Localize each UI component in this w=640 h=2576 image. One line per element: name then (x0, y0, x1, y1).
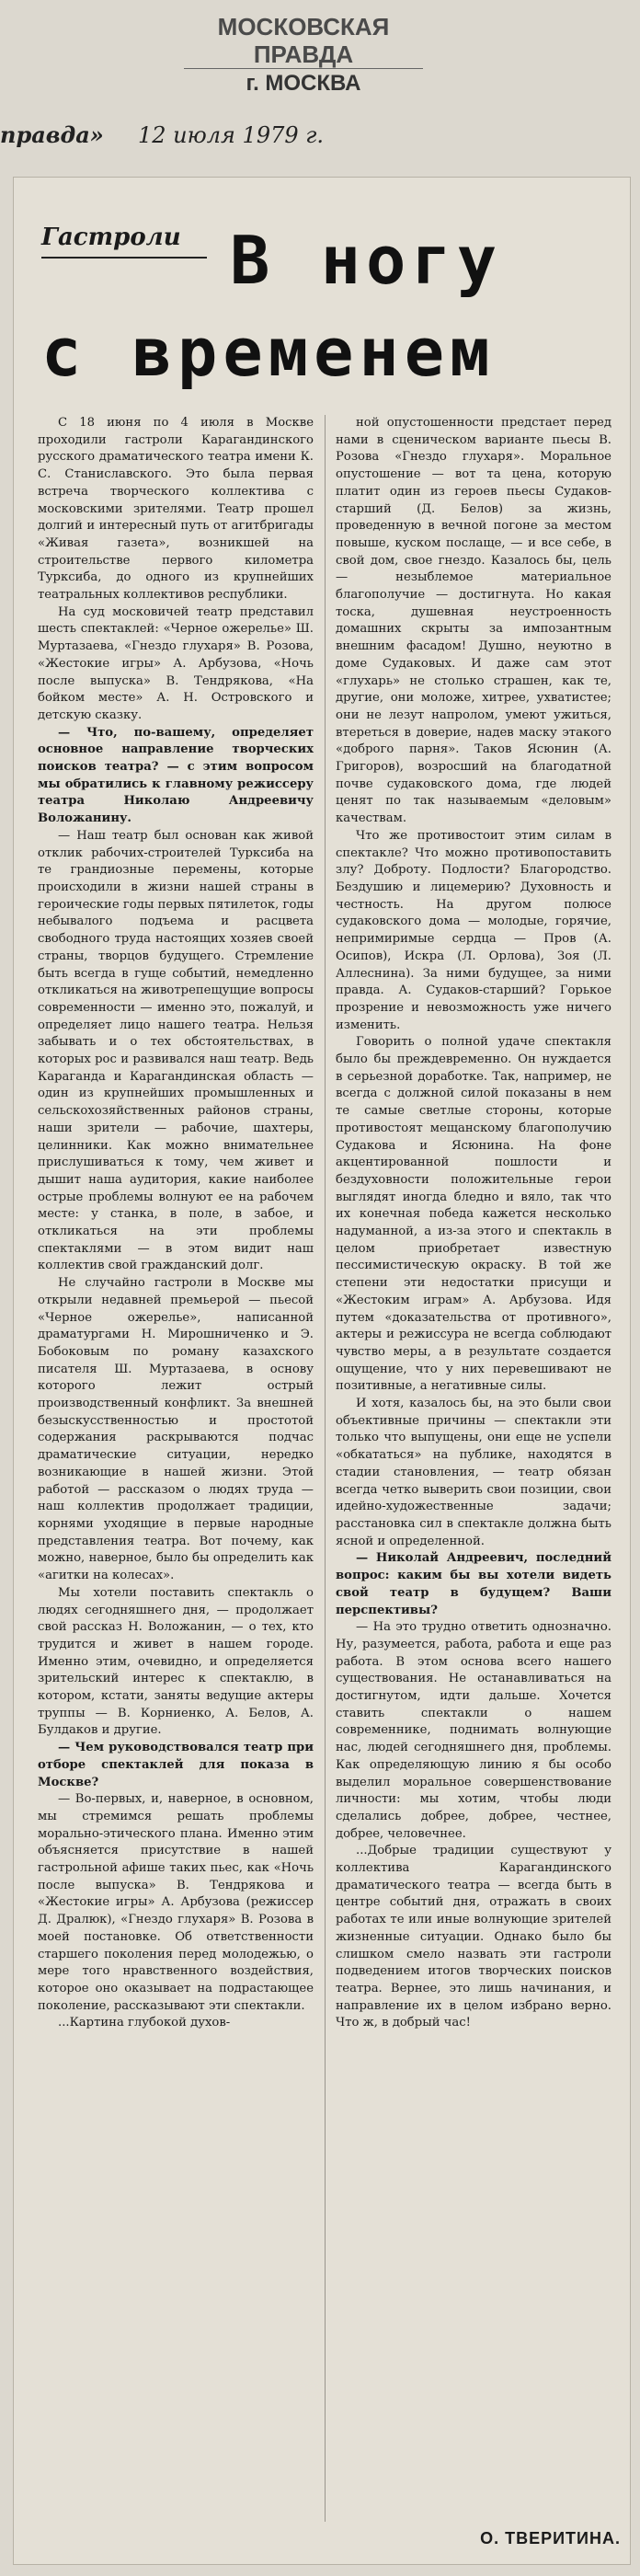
city-name: г. МОСКВА (246, 71, 361, 96)
rubric-label: Гастроли (41, 224, 207, 259)
article-paragraph: Мы хотели поставить спектакль о людях сегодняшнего дня, — продолжает свой рассказ Н. Воложанин, — о тех, кто трудится и живет в нашем городе. Именно этим, очевидно, и определяется зрительский интерес к спектаклю, в котором, кстати, заняты ведущие актеры труппы — В. Корниенко, А. Белов, А. Булдаков и другие. (38, 1585, 314, 1738)
column-divider (325, 415, 326, 2522)
article-paragraph: И хотя, казалось бы, на это были свои объективные причины — спектакли эти только что выпущены, они еще не успели «обкататься» на публике, находятся в стадии становления, — театр обязан всегда четко выверить свои позиции, свои идейно-художественные задачи; расстановка сил в спектакле должна быть ясной и определенной. (336, 1397, 611, 1548)
newspaper-name: МОСКОВСКАЯ ПРАВДА (184, 13, 423, 69)
headline-part2: с временем (41, 314, 496, 391)
dateline (0, 120, 640, 151)
article-paragraph: ...Картина глубокой духов- (58, 2016, 231, 2030)
article-paragraph: — Во-первых, и, наверное, в основном, мы стремимся решать проблемы морально-этического плана. Именно этим объясняется присутствие в нашей гастрольной афише таких пьес, как «Ночь после выпуска» В. Тендрякова и «Жестокие игры» А. Арбузова (режиссер Д. Дралюк), «Гнездо глухаря» В. Розова в моей постановке. Об ответственности старшего поколения перед молодежью, о мере того нравственного воздействия, которое оно оказывает на подрастающее поколение, рассказывают эти спектакли. (38, 1792, 314, 2013)
article-clipping (13, 177, 631, 2565)
article-paragraph: ...Добрые традиции существуют у коллектива Карагандинского драматического театра — всегда быть в центре событий дня, отражать в своих работах те или иные волнующие зрителей жизненные ситуации. Однако было бы слишком смело назвать эти гастроли подведением итогов творческих поисков театра. Вернее, это лишь начинания, и направление их в целом избрано верно. Что ж, в добрый час! (336, 1844, 611, 2030)
source-name: правда» (0, 121, 104, 148)
masthead-stamp (184, 13, 423, 96)
interview-question: — Николай Андреевич, последний вопрос: каким бы вы хотели видеть свой театр в будущем? Ваши перспективы? (336, 1551, 611, 1617)
article-paragraph: На суд московичей театр представил шесть спектаклей: «Черное ожерелье» Ш. Муртазаева, «Гнездо глухаря» В. Розова, «Жестокие игры» А. Арбузова, «Ночь после выпуска» В. Тендрякова, «На бойком месте» А. Н. Островского и детскую сказку. (38, 604, 314, 722)
interview-question: — Чем руководствовался театр при отборе спектаклей для показа в Москве? (38, 1741, 314, 1789)
left-column (38, 415, 314, 2032)
article-paragraph: — Наш театр был основан как живой отклик рабочих-строителей Турксиба на те грандиозные перемены, которые происходили в жизни нашей страны в героические годы первых пятилеток, годы небывалого подъема и расцвета свободного труда настоящих хозяев своей страны, творцов будущего. Стремление быть всегда в гуще событий, немедленно откликаться на животрепещущие вопросы современности — именно это, пожалуй, и определяет лицо нашего театра. Нельзя забывать и о тех обстоятельствах, в которых рос и развивался наш театр. Ведь Караганда и Карагандинская область — один из крупнейших промышленных и сельскохозяйственных районов страны, наши зрители — рабочие, шахтеры, целинники. Как можно внимательнее прислушиваться к тому, чем живет и дышит наша аудитория, какие наиболее острые проблемы волнуют ее на рабочем месте: у станка, в поле, в забое, и откликаться на эти проблемы спектаклями — в этом видит наш коллектив свой гражданский долг. (38, 828, 314, 1273)
publication-date: 12 июля 1979 г. (138, 122, 325, 148)
article-paragraph: Что же противостоит этим силам в спектакле? Что можно противопоставить злу? Доброту. Подлости? Благородство. Бездушию и лицемерию? Духовность и честность. На другом полюсе судаковского дома — молодые, горячие, непримиримые сердца — Пров (А. Осипов), Искра (Л. Орлова), Зоя (Л. Аллеснина). За ними будущее, за ними правда. А. Судаков-старший? Горькое прозрение и невозможность уже ничего изменить. (336, 828, 611, 1032)
right-column (336, 415, 611, 2032)
author-signature: О. ТВЕРИТИНА. (480, 2529, 621, 2547)
article-paragraph: Говорить о полной удаче спектакля было бы преждевременно. Он нуждается в серьезной доработке. Так, например, не всегда с должной силой показаны в нем те самые светлые стороны, которые противостоят мещанскому благополучию Судакова и Ясюнина. На фоне акцентированной пошлости и бездуховности положительные герои выглядят иногда бледно и вяло, так что их конечная победа кажется несколько надуманной, а из-за этого и спектакль в целом приобретает известную пессимистическую окраску. В той же степени эти недостатки присущи и «Жестоким играм» А. Арбузова. Идя путем «доказательства от противного», актеры и режиссура не всегда соблюдают чувство меры, а в результате создается ощущение, что у них перевешивают не позитивные, а негативные силы. (336, 1035, 611, 1394)
article-paragraph: С 18 июня по 4 июля в Москве проходили гастроли Карагандинского русского драматического театра имени К. С. Станиславского. Это была первая встреча творческого коллектива с московскими зрителями. Театр прошел долгий и интересный путь от агитбригады «Живая газета», возникшей на строительстве первого километра Турксиба, до одного из крупнейших театральных коллективов республики. (38, 416, 314, 603)
interview-question: — Что, по-вашему, определяет основное направление творческих поисков театра? — с этим вопросом мы обратились к главному режиссеру театра Николаю Андреевичу Воложанину. (38, 725, 314, 826)
article-paragraph: ной опустошенности предстает перед нами в сценическом варианте пьесы В. Розова «Гнездо глухаря». Моральное опустошение — вот та цена, которую платит один из героев пьесы Судаков-старший (Д. Белов) за жизнь, проведенную в вечной погоне за местом повыше, куском послаще, — и все себе, в свой дом, свое гнездо. Казалось бы, цель — незыблемое материальное благополучие — достигнута. Но какая тоска, душевная неустроенность домашних скрыты за импозантным внешним фасадом! Душно, неуютно в доме Судаковых. И даже сам этот «глухарь» не столько страшен, как те, другие, они моложе, хитрее, ухватистее; они не лезут напролом, умеют ужиться, втереться в доверие, надев маску этакого «доброго парня». Таков Ясюнин (А. Григоров), возросший на благодатной почве судаковского дома, где людей ценят по так называемым «деловым» качествам. (336, 416, 611, 826)
article-paragraph: Не случайно гастроли в Москве мы открыли недавней премьерой — пьесой «Черное ожерелье», написанной драматургами Н. Мирошниченко и Э. Бобоковым по роману казахского писателя Ш. Муртазаева, в основу которого лежит острый производственный конфликт. За внешней безыскусственностью и простотой содержания раскрываются подчас драматические ситуации, нередко возникающие в нашей жизни. Этой работой — рассказом о людях труда — наш коллектив продолжает традиции, корнями уходящие в первые народные представления театра. Вот почему, как можно, наверное, было бы определить как «агитки на колесах». (38, 1276, 314, 1583)
headline-part1: В ногу (230, 222, 503, 299)
article-paragraph: — На это трудно ответить однозначно. Ну, разумеется, работа, работа и еще раз работа. В этом основа всего нашего существования. Не останавливаться на достигнутом, идти дальше. Хочется ставить спектакли о нашем современнике, поднимать волнующие нас, людей сегодняшнего дня, проблемы. Как определяющую линию я бы особо выделил моральное совершенствование личности: мы хотим, чтобы люди сделались добрее, добрее, честнее, добрее, человечнее. (336, 1620, 611, 1841)
